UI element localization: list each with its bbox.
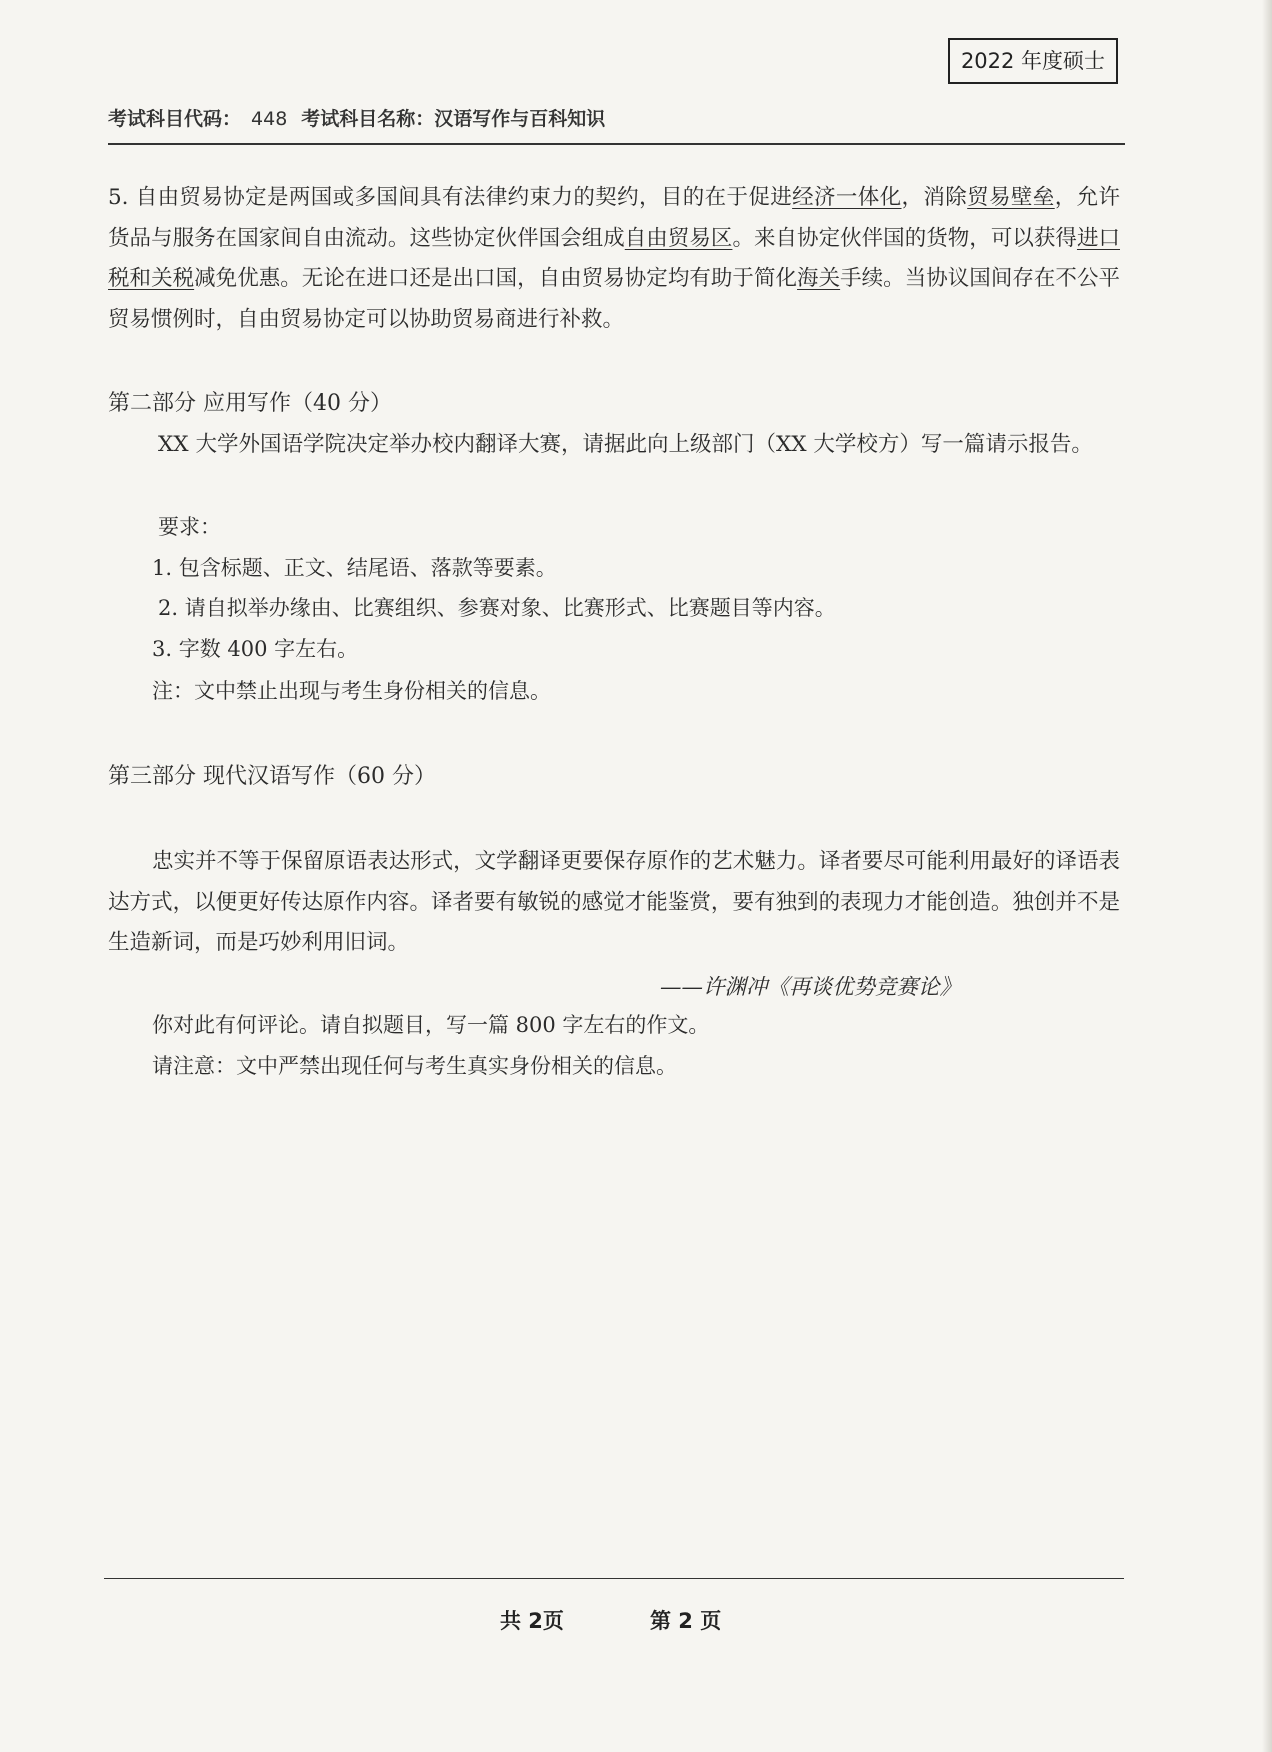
part2-prompt: XX 大学外国语学院决定举办校内翻译大赛，请据此向上级部门（XX 大学校方）写一篇请示报告。 [158, 432, 1093, 457]
q5-text-5: 减免优惠。无论在进口还是出口国，自由贸易协定均有助于简化 [194, 266, 798, 291]
q5-text-2: ，消除 [901, 185, 968, 210]
page-total: 共 2页 [500, 1609, 564, 1633]
q5-underline-3: 自由贸易区 [624, 225, 733, 251]
q5-text-4: 。来自协定伙伴国的货物，可以获得 [732, 225, 1077, 251]
year-badge: 2022 年度硕士 [948, 38, 1118, 84]
q5-underline-4: 进口税和关税 [108, 225, 1120, 291]
part3-heading: 第三部分 现代汉语写作（60 分） [108, 764, 436, 789]
part3-task: 你对此有何评论。请自拟题目，写一篇 800 字左右的作文。 [152, 1013, 710, 1037]
q5-text-3: ，允许货品与服务在国家间自由流动。这些协定伙伴国会组成 [108, 185, 1120, 251]
exam-header [108, 104, 605, 131]
subject-name: 考试科目名称：汉语写作与百科知识 [301, 108, 606, 130]
q5-underline-5: 海关 [797, 266, 841, 291]
question-5 [108, 178, 1120, 340]
q5-underline-2: 贸易壁垒 [967, 185, 1055, 210]
part2-requirement-1: 1. 包含标题、正文、结尾语、落款等要素。 [152, 556, 557, 580]
header-divider [108, 143, 1125, 145]
part2-note: 注：文中禁止出现与考生身份相关的信息。 [152, 679, 551, 703]
q5-text-6: 手续。当协议国间存在不公平贸易惯例时，自由贸易协定可以协助贸易商进行补救。 [108, 266, 1120, 332]
quote-source: ——许渊冲《再谈优势竞赛论》 [660, 975, 962, 1000]
part2-requirement-3: 3. 字数 400 字左右。 [152, 637, 359, 661]
page-number: 第 2 页 [650, 1609, 722, 1633]
part3-quote: 忠实并不等于保留原语表达形式，文学翻译更要保存原作的艺术魅力。译者要尽可能利用最好的译语表达方式，以便更好传达原作内容。译者要有敏锐的感觉才能鉴赏，要有独到的表现力才能创造。独创并不是生造新词，而是巧妙利用旧词。 [108, 849, 1120, 955]
part2-requirement-2: 2. 请自拟举办缘由、比赛组织、参赛对象、比赛形式、比赛题目等内容。 [158, 596, 836, 620]
part2-requirements-label: 要求： [158, 515, 221, 539]
part3-note: 请注意：文中严禁出现任何与考生真实身份相关的信息。 [152, 1054, 677, 1078]
q5-underline-1: 经济一体化 [792, 185, 902, 210]
scan-edge-shadow [1262, 0, 1272, 1752]
part2-heading: 第二部分 应用写作（40 分） [108, 391, 392, 416]
subject-code-label: 考试科目代码： [108, 108, 242, 130]
q5-text-1: 5. 自由贸易协定是两国或多国间具有法律约束力的契约，目的在于促进 [108, 185, 793, 210]
footer-divider [104, 1578, 1124, 1579]
subject-code: 448 [251, 108, 288, 130]
